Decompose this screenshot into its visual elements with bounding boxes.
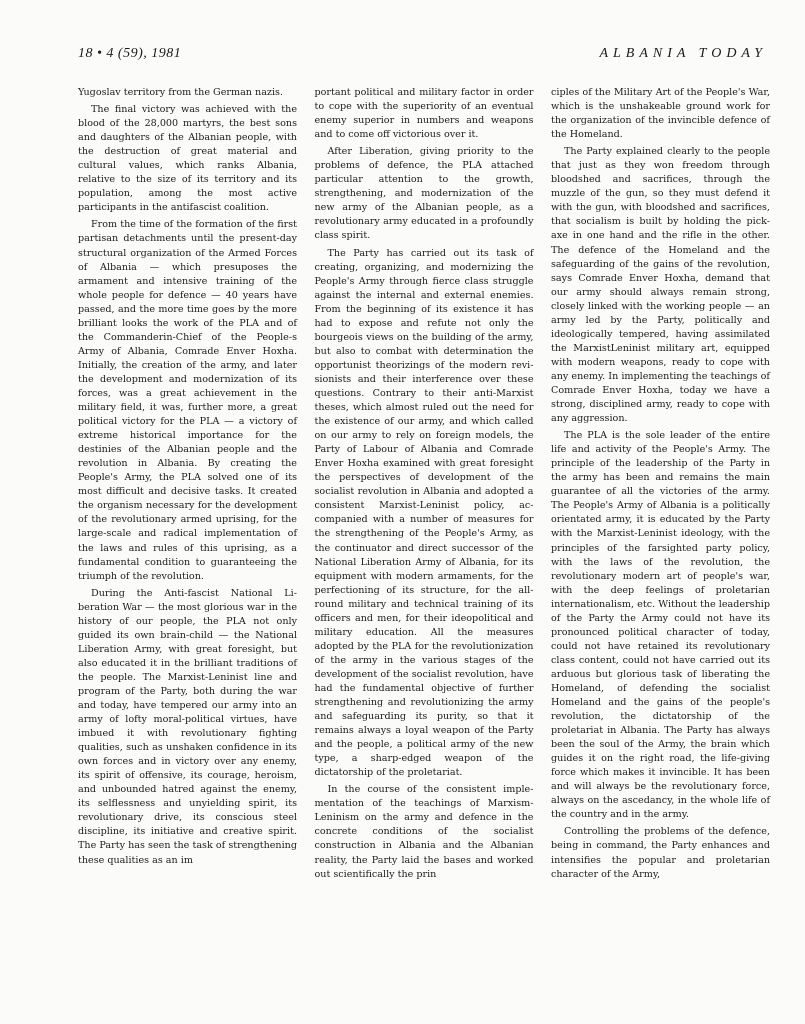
article-body <box>78 86 770 882</box>
paragraph: The final victory was achieved with the blood of the 28,000 martyrs, the best sons and daughters of the Albanian people, with the destruction of great material and cultural values, which ranks Albania, relative to the size of its territory and its population, among the most active participants in the antifascist coalition. <box>78 104 297 214</box>
paragraph: ciples of the Military Art of the People's War, which is the unshakeable ground work for the organization of the invincible defence of the Homeland. <box>551 87 770 141</box>
column-1 <box>78 86 297 882</box>
paragraph: After Liberation, giving priority to the problems of defence, the PLA attached particular attention to the growth, strengthening, and modernization of the new army of the Albanian people, as a revolutionary army educated in a profoundly class spirit. <box>314 146 534 242</box>
paragraph: Yugoslav territory from the German nazis. <box>78 87 284 98</box>
column-3 <box>551 86 770 882</box>
paragraph: The PLA is the sole leader of the entire life and activity of the People's Army. The principle of the leadership of the Party in the army has been and remains the main guarantee of all the victories of the army. The People's Army of Albania is a politically orientated army, it is educated by the Party with the Marxist-Leninist ideology, with the principles of the farsighted party policy, with the laws of the revolution, the revolutionary modern art of people's war, with the deep feelings of proletarian internationalism, etc. Without the leadership of the Party the Army could not have its pronounced political character of today, could not have retained its revolutionary class content, could not have carried out its arduous but glorious task of liberating the Homeland, of defending the socialist Homeland and the gains of the people's revolution, the dictatorship of the proletariat in Albania. The Party has always been the soul of the Army, the brain which guides it on the right road, the life-giving force which makes it invincible. It has been and will always be the revolutionary force, always on the ascedancy, in the whole life of the country and in the army. <box>551 430 770 821</box>
paragraph: The Party explained clearly to the people that just as they won freedom through bloodshed and sacrifices, through the muzzle of the gun, so they must defend it with the gun, with bloodshed and sacrifices, that socialism is built by holding the pick-axe in one hand and the rifle in the other. The defence of the Homeland and the safeguarding of the gains of the revolution, says Comrade Enver Hoxha, demand that our army should always remain strong, closely linked with the working people — an army led by the Party, politically and ideologically tempered, having assimilated the MarxistLeninist military art, equipped with modern weapons, ready to cope with any enemy. In implementing the teachings of Comrade Enver Hoxha, today we have a strong, disciplined army, ready to cope with any aggression. <box>551 146 770 425</box>
paragraph: In the course of the consistent implementation of the teachings of MarxismLeninism on the army and defence in the concrete conditions of the socialist construction in Albania and the Albanian reality, the Party laid the bases and worked out scientifically the prin <box>314 784 534 880</box>
paragraph: The Party has carried out its task of creating, organizing, and modernizing the People's Army through fierce class struggle against the internal and external enemies. From the beginning of its existence it has had to expose and refute not only the bourgeois views on the building of the army, but also to combat with determination the opportunist theorizings of the modern revisionists and their interference over these questions. Contrary to their anti-Marxist theses, which almost ruled out the need for the existence of our army, and which called on our army to rely on foreign models, the Party of Labour of Albania and Comrade Enver Hoxha examined with great foresight the perspectives of development of the socialist revolution in Albania and adopted a consistent Marxist-Leninist policy, accompanied with a number of measures for the strengthening of the People's Army, as the continuator and direct successor of the National Liberation Army of Albania, for its equipment with modern armaments, for the perfectioning of its structure, for the all-round military and technical training of its officers and men, for their ideopolitical and military education. All the measures adopted by the PLA for the revolutionization of the army in the various stages of the development of the socialist revolution, have had the fundamental objective of further strengthening and revolutionizing the army and safeguarding its purity, so that it remains always a loyal weapon of the Party and the people, a political army of the new type, a sharp-edged weapon of the dictatorship of the proletariat. <box>314 247 534 779</box>
paragraph: Controlling the problems of the defence, being in command, the Party enhances and intensifies the popular and proletarian character of the Army, <box>551 826 770 880</box>
issue-number: 18 • 4 (59), 1981 <box>78 46 182 61</box>
page-header <box>78 46 767 62</box>
column-2 <box>315 86 534 882</box>
paragraph: portant political and military factor in order to cope with the superiority of an eventual enemy superior in numbers and weapons and to come off victorious over it. <box>314 87 534 141</box>
magazine-title: ALBANIA TODAY <box>599 46 767 61</box>
paragraph: During the Anti-fascist National Liberation War — the most glorious war in the history of our people, the PLA not only guided its own brain-child — the National Liberation Army, with great foresight, but also educated it in the brilliant traditions of the people. The Marxist-Leninist line and program of the Party, both during the war and today, have tempered our army into an army of lofty moral-political virtues, have imbued it with revolutionary fighting qualities, such as unshaken confidence in its own forces and in victory over any enemy, its spirit of offensive, its courage, heroism, and unbounded hatred against the enemy, its selflessness and unyielding spirit, its revolutionary drive, its conscious steel discipline, its initiative and creative spirit. The Party has seen the task of strengthening these qualities as an im <box>78 587 297 866</box>
paragraph: From the time of the formation of the first partisan detachments until the present-day structural organization of the Armed Forces of Albania — which presuposes the armament and intensive training of the whole people for defence — 40 years have passed, and the more time goes by the more brilliant looks the work of the PLA and of the Commanderin-Chief of the People-s Army of Albania, Comrade Enver Hoxha. Initially, the creation of the army, and later the development and modernization of its forces, was a great achievement in the military field, it was, further more, a great political victory for the PLA — a victory of extreme historical importance for the destinies of the Albanian people and the revolution in Albania. By creating the People's Army, the PLA solved one of its most difficult and decisive tasks. It created the organism necessary for the development of the revolutionary armed uprising, for the large-scale and radical implementation of the laws and rules of this uprising, as a fundamental condition to guaranteeing the triumph of the revolution. <box>78 219 297 582</box>
